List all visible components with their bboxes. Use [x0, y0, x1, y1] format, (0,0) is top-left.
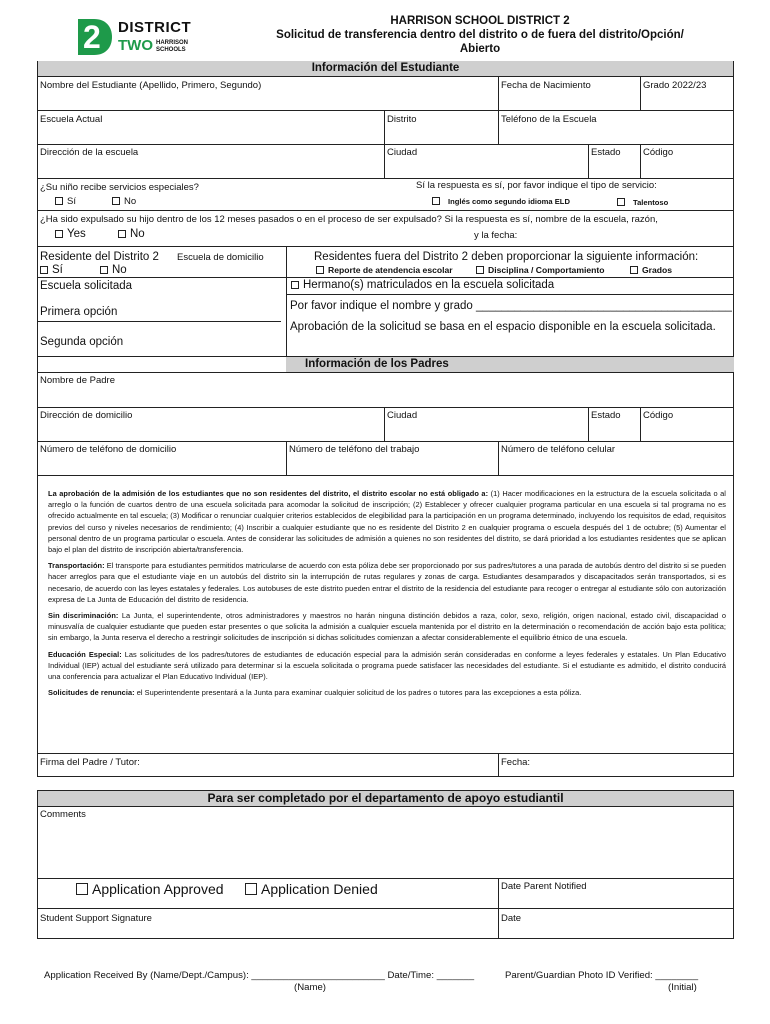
- office-date-label: Date: [501, 913, 522, 924]
- form-title-line3: Abierto: [459, 43, 501, 55]
- checkbox-icon: [476, 266, 484, 274]
- attendance-report-label: Reporte de atendencia escolar: [328, 265, 453, 275]
- parents-section-header: Información de los Padres: [286, 357, 734, 372]
- nonresident-label: Residentes fuera del Distrito 2 deben proporcionar la siguiente información:: [314, 251, 699, 263]
- signature-date-label: Fecha:: [501, 757, 531, 768]
- special-services-question: ¿Su niño recibe servicios especiales?: [40, 182, 199, 193]
- legal-paragraph-transport: [48, 560, 726, 605]
- discipline-option[interactable]: [476, 265, 605, 276]
- guardian-signature-label: Firma del Padre / Tutor:: [40, 757, 140, 768]
- home-school-label: Escuela de domicilio: [177, 252, 264, 263]
- form-title-line2: Solicitud de transferencia dentro del distrito o de fuera del distrito/Opción/: [276, 29, 684, 41]
- legal-p3-body: La Junta, el superintendente, otros administradores y maestros no harán ninguna distinción debidos a raza, color, sexo, religión, origen nacional, estado civil, discapacidad o minusvalía de cualquier estudiante que pueden estar presentes o que solicita la admisión a cualquier escuela mantenida por el distrito en la determinación o recomendación de acción bajo esta política; sin embargo, la Junta reserva el derecho a restringir solicitudes de inscripción si dichas solicitudes comienzan a afectar considerablemente el equilibrio étnico de una escuela.: [48, 611, 726, 643]
- parent-state-label: Estado: [591, 410, 621, 421]
- expelled-yes-label: Yes: [67, 228, 86, 240]
- grade-field[interactable]: [641, 77, 733, 109]
- checkbox-icon: [112, 197, 120, 205]
- student-section-header: Información del Estudiante: [37, 61, 734, 76]
- logo-word-two: TWO: [118, 37, 153, 54]
- legal-p2-heading: Transportación:: [48, 561, 105, 571]
- guardian-signature-field[interactable]: [38, 754, 498, 776]
- checkbox-icon: [291, 281, 299, 289]
- approval-note: Aprobación de la solicitud se basa en el espacio disponible en la escuela solicitada.: [290, 321, 716, 333]
- checkbox-icon: [118, 230, 126, 238]
- legal-paragraph-special-ed: [48, 649, 726, 683]
- received-by-line: Application Received By (Name/Dept./Campus): _________________________ Date/Time: _______: [44, 970, 475, 981]
- dob-field[interactable]: [499, 77, 640, 109]
- parent-name-label: Nombre de Padre: [40, 375, 115, 386]
- application-denied-option[interactable]: [245, 881, 378, 897]
- logo-word-district: DISTRICT: [118, 19, 192, 36]
- special-services-no-label: No: [124, 196, 137, 207]
- resident-yes-option[interactable]: [40, 264, 63, 277]
- discipline-label: Disciplina / Comportamiento: [488, 265, 605, 275]
- second-choice-field[interactable]: [38, 323, 280, 355]
- work-phone-field[interactable]: [287, 442, 498, 474]
- school-phone-label: Teléfono de la Escuela: [501, 114, 597, 125]
- siblings-label: Hermano(s) matriculados en la escuela solicitada: [303, 279, 555, 291]
- form-title-line1: HARRISON SCHOOL DISTRICT 2: [390, 15, 570, 27]
- parent-zip-field[interactable]: [641, 408, 733, 440]
- checkbox-icon: [617, 198, 625, 206]
- checkbox-icon: [76, 883, 88, 895]
- legal-paragraph-waiver: [48, 687, 726, 698]
- parent-city-label: Ciudad: [387, 410, 418, 421]
- resident-no-label: No: [112, 264, 127, 276]
- checkbox-icon: [630, 266, 638, 274]
- office-section-header: Para ser completado por el departamento de apoyo estudiantil: [37, 791, 734, 806]
- expelled-yes-option[interactable]: [55, 228, 86, 241]
- parent-zip-label: Código: [643, 410, 674, 421]
- legal-p5-body: el Superintendente presentará a la Junta para examinar cualquier solicitud de los padres o tutores para las excepciones a esta póliza.: [134, 688, 582, 698]
- date-parent-notified-field[interactable]: [499, 879, 733, 907]
- cell-phone-field[interactable]: [499, 442, 733, 474]
- gifted-option[interactable]: [617, 197, 668, 208]
- resident-no-option[interactable]: [100, 264, 127, 277]
- home-address-label: Dirección de domicilio: [40, 410, 133, 421]
- school-address-field[interactable]: [38, 145, 384, 177]
- eld-option-label: Inglés como segundo idioma ELD: [448, 197, 570, 206]
- school-city-field[interactable]: [385, 145, 588, 177]
- expelled-no-label: No: [130, 228, 145, 240]
- attendance-report-option[interactable]: [316, 265, 453, 276]
- legal-p4-heading: Educación Especial:: [48, 649, 122, 659]
- support-signature-label: Student Support Signature: [40, 913, 152, 924]
- legal-p1-heading: La aprobación de la admisión de los estudiantes que no son residentes del distrito, el distrito escolar no está obligado a:: [48, 489, 489, 498]
- school-address-label: Dirección de la escuela: [40, 147, 139, 158]
- legal-p1-body: (1) Hacer modificaciones en la estructura de la escuela solicitada o al arreglo o la función de cuartos dentro de una escuela solicitada para acomodar la solicitud de inscripción; (2) Establecer y ofrecer cualquier programa particular en una escuela si tal programa no es ofrecido actualmente en tal escuela; (3) Modificar o renunciar cualquier criterios establecidos de elegibilidad para la participación en un programa determinado, incluyendo los requisitos de edad, requisitos previos del curso y niveles necesarios de rendimiento; (4) Inscribir a cualquier estudiante que no es residente del Distrito 2 en cualquier programa o escuela después del 1 de octubre; (5) Aumentar el personal dentro de un programa particular o escuela. Antes de considerar las solicitudes de admisión a quienes no son residentes del distrito, se dará prioridad a los estudiantes residentes que se aplican bajo el plan del distrito de inscripción abierta/transferencia.: [48, 489, 727, 555]
- checkbox-icon: [245, 883, 257, 895]
- legal-paragraph-nondiscrimination: [48, 610, 726, 644]
- student-name-label: Nombre del Estudiante (Apellido, Primero, Segundo): [40, 80, 262, 91]
- signature-date-field[interactable]: [499, 754, 733, 776]
- name-caption: (Name): [294, 982, 326, 993]
- application-approved-label: Application Approved: [92, 881, 224, 897]
- checkbox-icon: [55, 197, 63, 205]
- school-phone-field[interactable]: [499, 111, 733, 143]
- parent-name-field[interactable]: [38, 373, 733, 406]
- home-phone-label: Número de teléfono de domicilio: [40, 444, 177, 455]
- school-zip-field[interactable]: [641, 145, 733, 177]
- logo-small-harrison: HARRISON: [156, 40, 189, 46]
- grade-label: Grado 2022/23: [643, 80, 707, 91]
- cell-phone-label: Número de teléfono celular: [501, 444, 616, 455]
- grades-label: Grados: [642, 265, 673, 275]
- legal-paragraph-nonresident: [48, 488, 726, 555]
- initial-caption: (Initial): [668, 982, 697, 993]
- current-school-label: Escuela Actual: [40, 114, 103, 125]
- first-choice-label: Primera opción: [40, 306, 118, 318]
- comments-label: Comments: [40, 809, 86, 820]
- special-services-no-option[interactable]: [112, 196, 136, 207]
- expelled-date-label: y la fecha:: [474, 230, 518, 241]
- legal-p4-body: Las solicitudes de los padres/tutores de estudiantes de educación especial para la admisión serán consideradas en conforme a leyes federales y estatales. Un Plan Educativo Individual (IEP) actual del estudiante será utilizado para determinar si la escuela solicitada o programa puede satisfacer las necesidades del estudiante. Si el estudiante es admitido, el distrito conducirá una conferencia para actualizar el Plan Educativo Individual (IEP).: [48, 649, 726, 682]
- checkbox-icon: [100, 266, 108, 274]
- checkbox-icon: [432, 197, 440, 205]
- district-logo: [76, 17, 206, 57]
- legal-p2-body: El transporte para estudiantes permitidos matricularse de acuerdo con esta póliza debe ser proporcionado por sus padres/tutores a una parada de autobús dentro del distrito si se pueden hacer arreglos para que el estudiante viaje en un autobús del distrito sin la interrupción de rutas regulares y zonas de carga. Estudiantes desamparados y discapacitados serán transportados, si es necesario, de acuerdo con las leyes estatales y federales. Los autobuses de este distrito pueden entrar el distrito de la residencia del estudiante para recoger o entregar al estudiante sólo con autorización expresa de La Junta de Educación del distrito de residencia.: [48, 561, 727, 604]
- legal-p3-heading: Sin discriminación:: [48, 611, 119, 621]
- district-label: Distrito: [387, 114, 417, 125]
- district-field[interactable]: [385, 111, 498, 143]
- logo-numeral: 2: [83, 19, 101, 55]
- special-services-yes-option[interactable]: [55, 196, 76, 207]
- photo-id-line: Parent/Guardian Photo ID Verified: ________: [505, 970, 699, 981]
- sibling-name-grade-label: Por favor indique el nombre y grado ________________________________________: [290, 300, 732, 312]
- current-school-field[interactable]: [38, 111, 384, 143]
- checkbox-icon: [40, 266, 48, 274]
- resident-label: Residente del Distrito 2: [40, 251, 159, 263]
- logo-small-schools: SCHOOLS: [156, 47, 186, 53]
- school-state-label: Estado: [591, 147, 621, 158]
- requested-school-label: Escuela solicitada: [40, 280, 133, 292]
- parent-city-field[interactable]: [385, 408, 588, 440]
- form-title: [230, 14, 730, 56]
- legal-text: [48, 488, 726, 703]
- work-phone-label: Número de teléfono del trabajo: [289, 444, 420, 455]
- gifted-option-label: Talentoso: [633, 198, 669, 207]
- parent-state-field[interactable]: [589, 408, 640, 440]
- legal-p5-heading: Solicitudes de renuncia:: [48, 688, 135, 698]
- application-approved-option[interactable]: [76, 881, 224, 897]
- checkbox-icon: [316, 266, 324, 274]
- school-state-field[interactable]: [589, 145, 640, 177]
- eld-option[interactable]: [432, 196, 570, 207]
- expelled-question: ¿Ha sido expulsado su hijo dentro de los 12 meses pasados o en el proceso de ser expulsado? Si la respuesta es sí, nombre de la escuela, razón,: [40, 214, 658, 225]
- comments-field[interactable]: [38, 807, 733, 877]
- home-address-field[interactable]: [38, 408, 384, 440]
- resident-yes-label: Sí: [52, 264, 63, 276]
- siblings-option[interactable]: [291, 279, 554, 292]
- special-services-yes-label: Sí: [67, 196, 76, 207]
- dob-label: Fecha de Nacimiento: [501, 80, 591, 91]
- office-date-field[interactable]: [499, 909, 733, 937]
- checkbox-icon: [55, 230, 63, 238]
- school-city-label: Ciudad: [387, 147, 418, 158]
- student-name-field[interactable]: [38, 77, 498, 109]
- special-services-if-yes: Sí la respuesta es sí, por favor indique el tipo de servicio:: [416, 180, 657, 191]
- school-zip-label: Código: [643, 147, 674, 158]
- support-signature-field[interactable]: [38, 909, 498, 937]
- first-choice-field[interactable]: [38, 295, 280, 319]
- home-phone-field[interactable]: [38, 442, 286, 474]
- expelled-no-option[interactable]: [118, 228, 145, 241]
- second-choice-label: Segunda opción: [40, 336, 124, 348]
- date-parent-notified-label: Date Parent Notified: [501, 881, 587, 892]
- application-denied-label: Application Denied: [261, 881, 378, 897]
- grades-option[interactable]: [630, 265, 672, 276]
